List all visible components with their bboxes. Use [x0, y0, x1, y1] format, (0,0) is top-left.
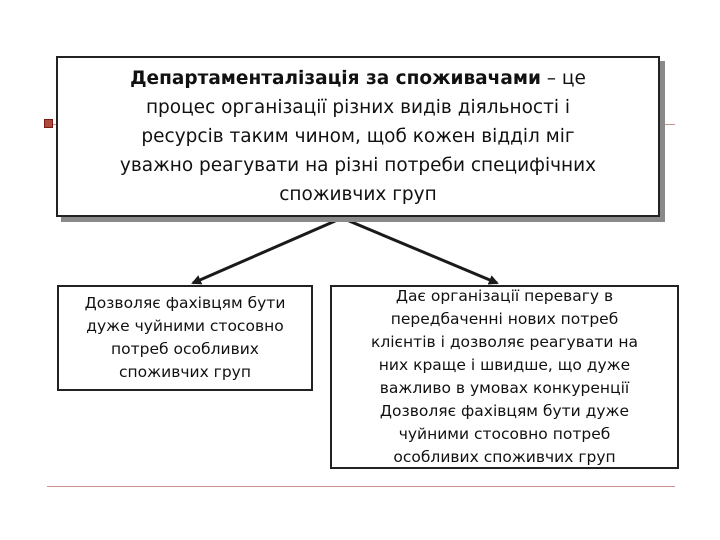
right-advantage-box	[330, 285, 679, 469]
definition-text	[120, 64, 596, 209]
left-advantage-text: Дозволяє фахівцям бути дуже чуйними стосовно потреб особливих споживчих груп	[84, 294, 286, 381]
definition-body: – це процес організації різних видів діяльності і ресурсів таким чином, щоб кожен відділ міг уважно реагувати на різні потреби специфічних споживчих груп	[119, 68, 597, 205]
right-advantage-text: Дає організації перевагу в передбаченні нових потреб клієнтів і дозволяє реагувати на них краще і швидше, що дуже важливо в умовах конкуренції Дозволяє фахівцям бути дуже чуйними стосовно потреб особливих споживчих груп	[370, 287, 639, 466]
arrow-to-left-box	[193, 218, 342, 283]
bottom-rule-line	[47, 486, 675, 487]
definition-term: Департаменталізація за споживачами	[130, 68, 541, 89]
arrow-to-right-box	[342, 218, 497, 283]
left-advantage-box	[57, 285, 313, 391]
definition-box	[56, 56, 660, 217]
